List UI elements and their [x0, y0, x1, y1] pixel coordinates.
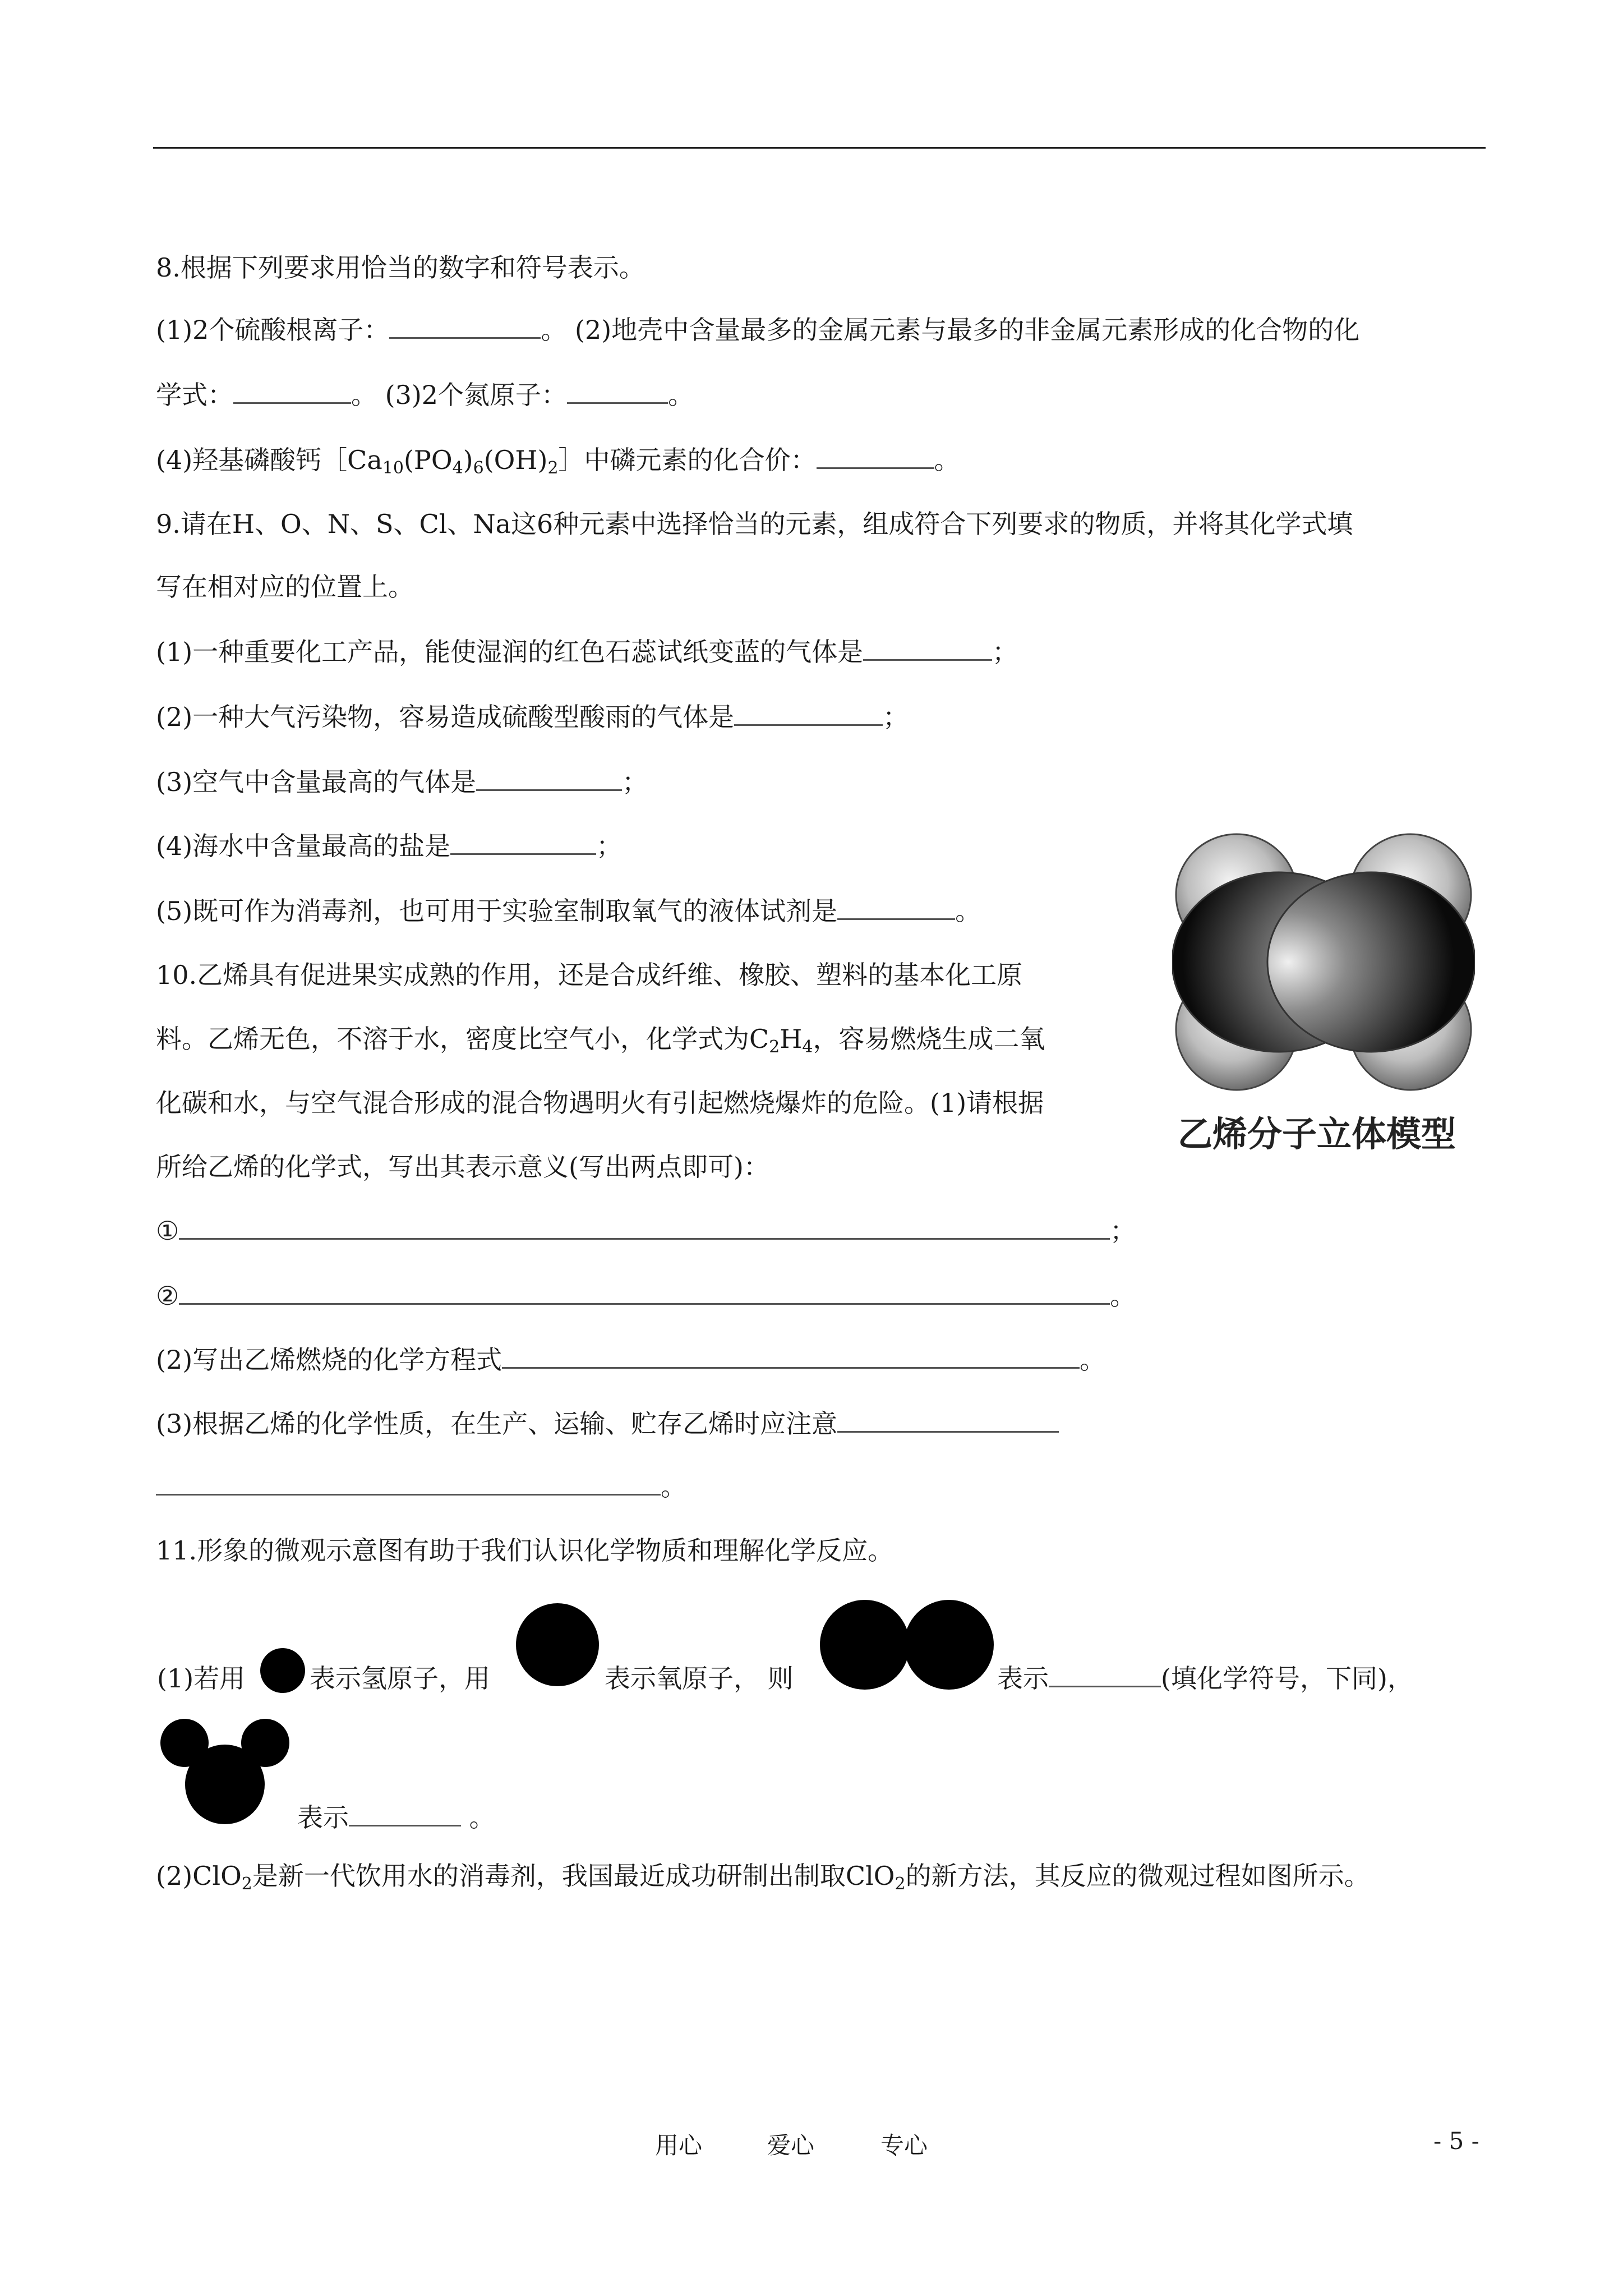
- q10-line2: 料。乙烯无色，不溶于水，密度比空气小，化学式为$C_2H_4$，容易燃烧生成二氧: [156, 1024, 1045, 1057]
- q11-part1-b: 表示氢原子，用: [310, 1663, 490, 1694]
- oxygen-atom-icon: [516, 1603, 599, 1686]
- answer-blank[interactable]: [156, 1470, 661, 1496]
- answer-blank[interactable]: [502, 1343, 1080, 1369]
- q11-part1-d: 表示 (填化学符号，下同)，: [997, 1663, 1413, 1694]
- q10-line3: 化碳和水，与空气混合形成的混合物遇明火有引起燃烧爆炸的危险。(1)请根据: [156, 1088, 1044, 1118]
- page-number: - 5 -: [1433, 2127, 1479, 2155]
- q9-item-5: (5)既可作为消毒剂，也可用于实验室制取氧气的液体试剂是 。: [156, 896, 981, 926]
- q10-answer-1: ① ；: [156, 1216, 1136, 1246]
- answer-blank[interactable]: [837, 895, 955, 920]
- answer-blank[interactable]: [567, 379, 668, 404]
- answer-blank[interactable]: [450, 830, 596, 855]
- q10-line1: 10.乙烯具有促进果实成熟的作用，还是合成纤维、橡胶、塑料的基本化工原: [156, 960, 1023, 990]
- q8-line1: (1)2个硫酸根离子： 。 (2)地壳中含量最多的金属元素与最多的非金属元素形成的化合物的化: [156, 315, 1360, 345]
- oxygen-molecule-icon: [904, 1600, 994, 1690]
- q9-item-3: (3)空气中含量最高的气体是 ；: [156, 767, 648, 797]
- carbon-atom: [1267, 872, 1475, 1052]
- answer-blank[interactable]: [817, 444, 934, 469]
- answer-blank[interactable]: [1049, 1662, 1161, 1687]
- model-caption: 乙烯分子立体模型: [1178, 1114, 1456, 1154]
- answer-blank[interactable]: [389, 314, 541, 339]
- q10-part-3: (3)根据乙烯的化学性质，在生产、运输、贮存乙烯时应注意: [156, 1407, 1059, 1441]
- q9-title-2: 写在相对应的位置上。: [156, 572, 414, 602]
- answer-blank[interactable]: [863, 636, 992, 661]
- q8-title: 8.根据下列要求用恰当的数字和符号表示。: [156, 252, 645, 283]
- q10-part-2: (2)写出乙烯燃烧的化学方程式 。: [156, 1345, 1106, 1375]
- oxygen-molecule-icon: [820, 1600, 910, 1690]
- answer-blank[interactable]: [179, 1214, 1110, 1240]
- q8-line2: 学式： 。 (3)2个氮原子： 。: [156, 380, 694, 410]
- q9-item-4: (4)海水中含量最高的盐是 ；: [156, 831, 623, 861]
- header-rule: [153, 147, 1486, 149]
- water-molecule-icon: [185, 1745, 265, 1824]
- q11-title: 11.形象的微观示意图有助于我们认识化学物质和理解化学反应。: [156, 1535, 894, 1566]
- q10-line4: 所给乙烯的化学式，写出其表示意义(写出两点即可)：: [156, 1152, 769, 1182]
- footer-text-2: 爱心: [767, 2132, 815, 2159]
- answer-blank[interactable]: [837, 1407, 1059, 1433]
- q10-answer-2: ② 。: [156, 1281, 1136, 1311]
- footer-text-1: 用心: [655, 2132, 703, 2159]
- q8-line3: (4)羟基磷酸钙$[Ca_{10}(PO_4)_6(OH)_2]$中磷元素的化合价： 。: [156, 445, 960, 478]
- q9-title-1: 9.请在H、O、N、S、Cl、Na这6种元素中选择恰当的元素，组成符合下列要求的物质，并将其化学式填: [156, 509, 1353, 539]
- q11-part2: (2)ClO$_2$是新一代饮用水的消毒剂，我国最近成功研制出制取ClO$_2$的新方法，其反应的微观过程如图所示。: [156, 1861, 1370, 1894]
- q9-item-1: (1)一种重要化工产品，能使湿润的红色石蕊试纸变蓝的气体是 ；: [156, 637, 1018, 667]
- q11-part1-f: 表示 。: [297, 1802, 495, 1833]
- hydrogen-atom-icon: [260, 1648, 305, 1693]
- q9-item-2: (2)一种大气污染物，容易造成硫酸型酸雨的气体是 ；: [156, 702, 909, 732]
- q11-part1-c: 表示氧原子， 则: [605, 1663, 794, 1694]
- answer-blank[interactable]: [179, 1280, 1110, 1305]
- answer-blank[interactable]: [233, 379, 351, 404]
- answer-blank[interactable]: [349, 1801, 461, 1826]
- answer-blank[interactable]: [734, 701, 883, 726]
- footer-text-3: 专心: [880, 2132, 928, 2159]
- answer-blank[interactable]: [476, 766, 622, 791]
- q11-part1-a: (1)若用: [157, 1663, 246, 1694]
- q10-part-3-cont: 。: [156, 1470, 686, 1503]
- ethylene-model-image: [1172, 830, 1475, 1094]
